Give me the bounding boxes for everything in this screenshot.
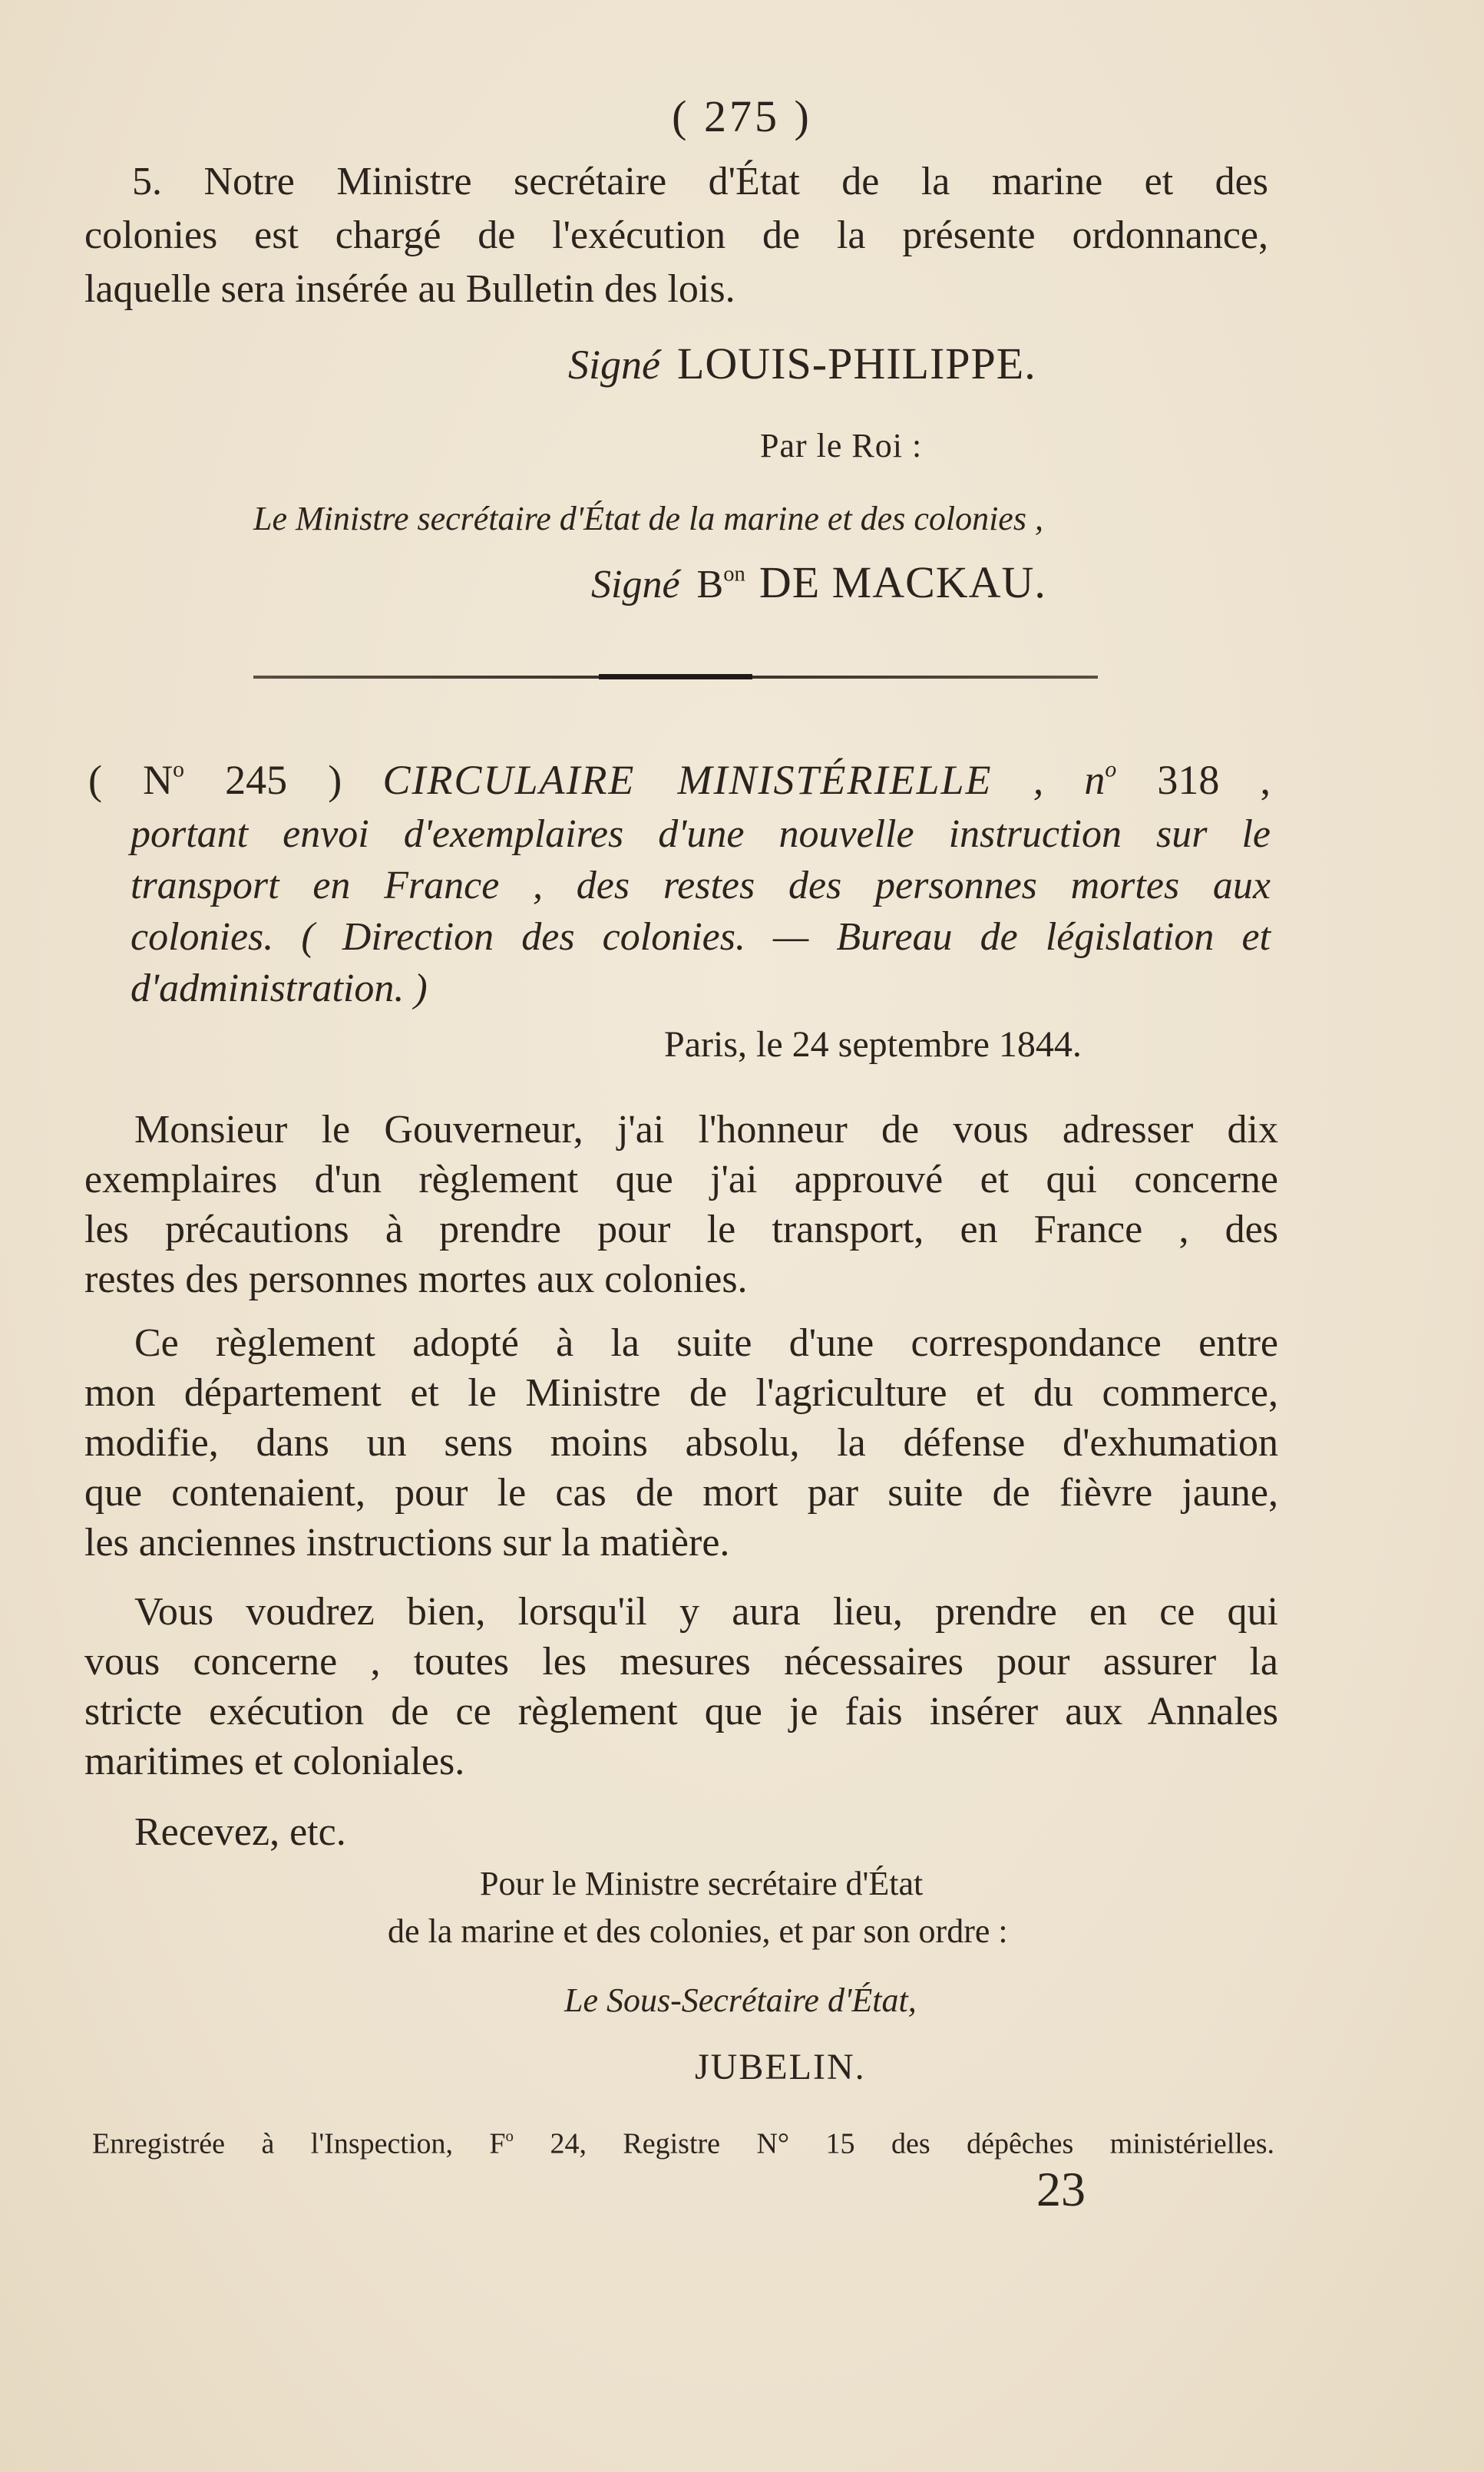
section-divider-center — [599, 674, 752, 679]
article5-line-1: 5. Notre Ministre secrétaire d'État de la marine et des — [132, 160, 1268, 203]
article5-line-2: colonies est chargé de l'exécution de la présente ordonnance, — [84, 213, 1268, 257]
circular-heading-line-4: d'administration. ) — [131, 967, 428, 1010]
sous-secretaire-title: Le Sous-Secrétaire d'État, — [564, 1981, 917, 2019]
circular-title: CIRCULAIRE MINISTÉRIELLE — [382, 757, 993, 803]
baron-abbrev: $B^{on}$ — [696, 562, 745, 606]
paragraph-2-line-2: mon département et le Ministre de l'agriculture et du commerce, — [84, 1371, 1278, 1415]
pour-le-ministre-line-2: de la marine et des colonies, et par son ordre : — [388, 1912, 1008, 1950]
paragraph-2-line-4: que contenaient, pour le cas de mort par suite de fièvre jaune, — [84, 1471, 1278, 1515]
paragraph-3-line-2: vous concerne , toutes les mesures nécessaires pour assurer la — [84, 1640, 1278, 1684]
circular-number: ( $N^o$ 245 ) — [88, 757, 342, 803]
minister-title: Le Ministre secrétaire d'État de la marine et des colonies , — [253, 500, 1043, 537]
signature-louis-philippe — [568, 338, 1036, 389]
signe-label: Signé — [568, 342, 660, 388]
pour-le-ministre-line-1: Pour le Ministre secrétaire d'État — [480, 1865, 924, 1902]
signe-label-2: Signé — [591, 563, 680, 606]
paragraph-1-line-2: exemplaires d'un règlement que j'ai approuvé et qui concerne — [84, 1158, 1278, 1201]
page-number: ( 275 ) — [672, 91, 812, 141]
minister-name: DE MACKAU. — [759, 557, 1046, 607]
paragraph-1-line-3: les précautions à prendre pour le transport, en France , des — [84, 1208, 1278, 1251]
registration-note: Enregistrée à l'Inspection, $F^o$ 24, Registre N° 15 des dépêches ministérielles. — [92, 2127, 1274, 2160]
paragraph-3-line-1: Vous voudrez bien, lorsqu'il y aura lieu, prendre en ce qui — [134, 1590, 1278, 1634]
paragraph-3-line-3: stricte exécution de ce règlement que je fais insérer aux Annales — [84, 1690, 1278, 1733]
circular-heading-line-2: transport en France , des restes des personnes mortes aux — [131, 864, 1271, 907]
article5-line-3: laquelle sera insérée au Bulletin des lois. — [84, 267, 735, 311]
closing-formula: Recevez, etc. — [134, 1810, 346, 1854]
paragraph-2-line-5: les anciennes instructions sur la matière. — [84, 1521, 730, 1565]
par-le-roi: Par le Roi : — [760, 427, 923, 464]
circular-heading-line-3: colonies. ( Direction des colonies. — Bureau de législation et — [131, 915, 1271, 959]
paragraph-2-line-3: modifie, dans un sens moins absolu, la défense d'exhumation — [84, 1421, 1278, 1465]
paragraph-1-line-4: restes des personnes mortes aux colonies. — [84, 1257, 748, 1301]
circular-heading-line-1: portant envoi d'exemplaires d'une nouvelle instruction sur le — [131, 812, 1271, 856]
king-name: LOUIS-PHILIPPE. — [676, 339, 1036, 388]
paragraph-3-line-4: maritimes et coloniales. — [84, 1740, 465, 1783]
signature-mark: 23 — [1036, 2162, 1086, 2216]
signature-de-mackau — [591, 557, 1046, 608]
paragraph-2-line-1: Ce règlement adopté à la suite d'une correspondance entre — [134, 1321, 1278, 1365]
date-line: Paris, le 24 septembre 1844. — [664, 1024, 1082, 1065]
circular-n: , $n^o$ 318 , — [1033, 757, 1271, 803]
signatory-jubelin: JUBELIN. — [695, 2047, 866, 2087]
paragraph-1-line-1: Monsieur le Gouverneur, j'ai l'honneur de vous adresser dix — [134, 1108, 1278, 1152]
circular-number-title — [88, 756, 1271, 804]
